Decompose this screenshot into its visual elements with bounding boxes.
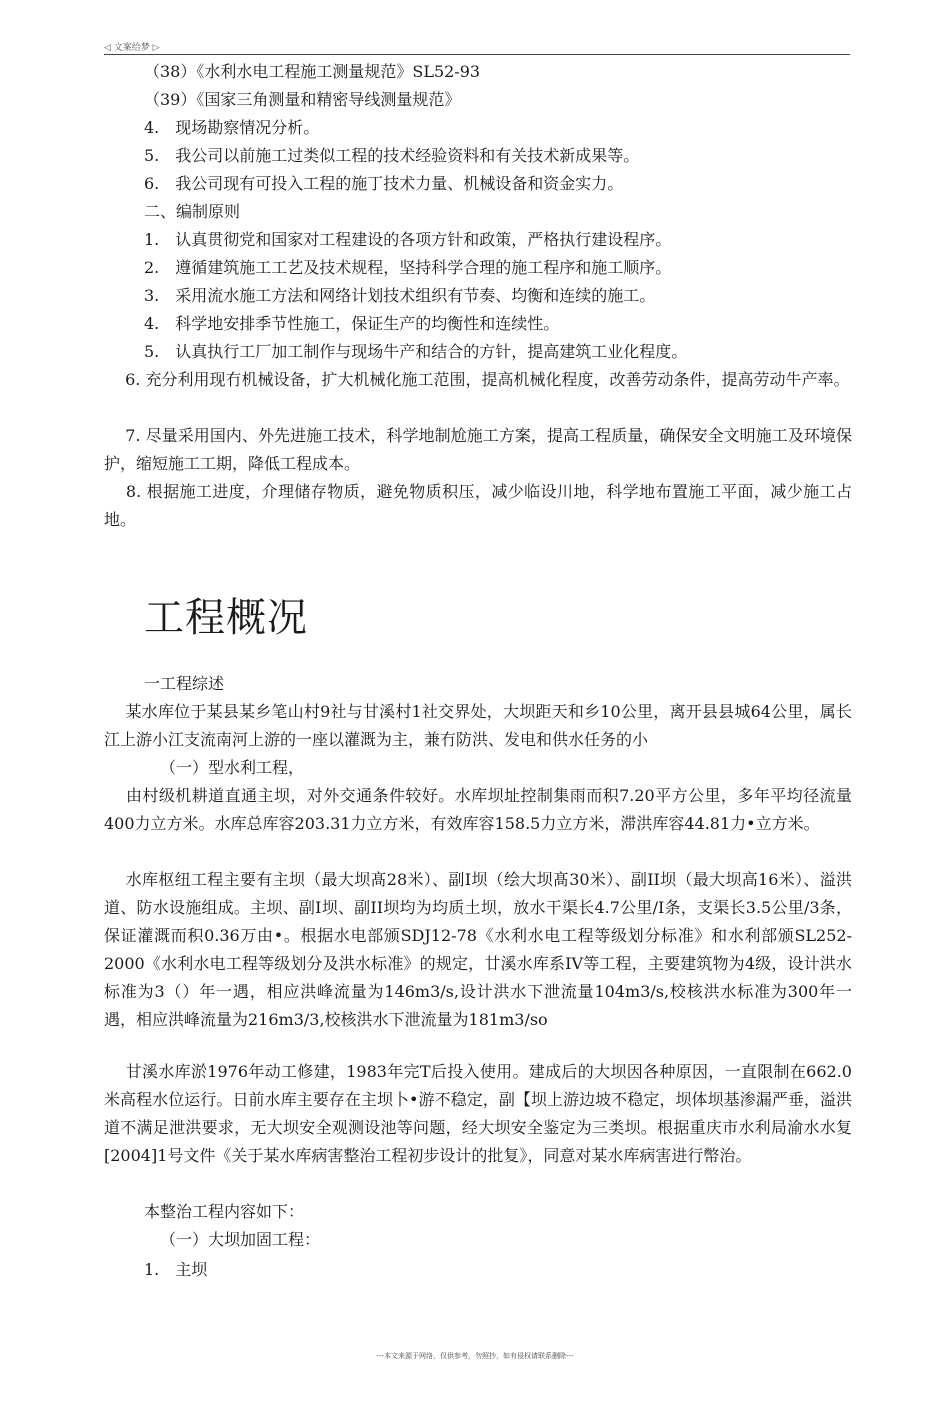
paragraph: 某水库位于某县某乡笔山村9社与甘溪村1社交界处，大坝距天和乡10公里，离开县县城64公里，属长江上游小江支流南河上游的一座以灌溉为主，兼冇防洪、发电和供水任务的小	[104, 702, 852, 749]
text-line: 5. 我公司以前施工过类似工程的技术经验资料和有关技术新成果等。	[144, 146, 640, 165]
header-logo-text: ◁ 文案给梦 ▷	[104, 43, 160, 53]
text-line: （一）大坝加固工程：	[160, 1230, 321, 1249]
paragraph: 8. 根据施工进度，介理储存物质，避免物质积压，减少临设川地，科学地布置施工平面，减少施工占地。	[104, 482, 852, 529]
text-line: 1. 主坝	[144, 1260, 208, 1279]
text-line: 6. 我公司现有可投入工程的施丁技术力量、机械设备和资金实力。	[144, 174, 624, 193]
header-rule	[104, 54, 850, 55]
text-line: 本整治工程内容如下：	[144, 1202, 305, 1221]
text-line: （一）型水利工程，	[160, 758, 305, 777]
paragraph: 6. 充分利用现冇机械设备，扩大机械化施工范围，提高机械化程度，改善劳动条件，提高劳动牛产率。	[104, 370, 850, 389]
text-line: 5. 认真执行工厂加工制作与现场牛产和结合的方针，提高建筑工业化程度。	[144, 342, 688, 361]
text-line: 4. 科学地安排季节性施工，保证生产的均衡性和连续性。	[144, 314, 560, 333]
text-line: 4. 现场勘察情况分析。	[144, 118, 320, 137]
paragraph: 甘溪水库淤1976年动工修建，1983年完T后投入使用。建成后的大坝因各种原因，一直限制在662.0米高程水位运行。日前水库主要存在主坝卜•游不稳定，副【坝上游边坡不稳定，坝体坝基渗漏严垂，溢洪道不满足泄洪要求，无大坝安全观测设池等问题，经大坝安全鉴定为三类坝。根据重庆市水利局渝水水复[2004]1号文件《关于某水库病害整治工程初步设计的批复》，同意对某水库病害进行幣治。	[104, 1062, 852, 1165]
paragraph: 由村级机耕道直通主坝，对外交通条件较好。水库坝址控制集雨而积7.20平方公里，多年平均径流量400力立方米。水库总库容203.31力立方米，有效库容158.5力立方米，滞洪库容44.81力•立方米。	[104, 786, 852, 833]
page-title: 工程概况	[144, 595, 308, 641]
text-line: 3. 采用流水施工方法和网络计划技术组织有节奏、均衡和连续的施工。	[144, 286, 656, 305]
section-heading: 二、编制原则	[144, 202, 241, 221]
subsection-heading: 一工程综述	[144, 674, 225, 693]
text-line: （38）《水利水电工程施工测量规范》SL52-93	[144, 62, 481, 81]
paragraph: 7. 尽量采用国内、外先进施工技术，科学地制尬施工方案，提高工程质量，确保安全文明施工及环境保护，缩短施工工期，降低工程成本。	[104, 426, 852, 473]
text-line: 1. 认真贯彻党和国家对工程建设的各项方针和政策，严格执行建设程序。	[144, 230, 672, 249]
paragraph: 水库枢纽工程主要有主坝（最大坝髙28米）、副I坝（绘大坝髙30米）、副II坝（最大坝高16米）、溢洪道、防水设施组成。主坝、副I坝、副II坝均为均质土坝，放水干渠长4.7公里/I条，支渠长3.5公里/3条，保证灌溉而积0.36万由•。根据水电部颁SDJ12-78《水利水电工程等级划分标准》和水利部颁SL252-2000《水利水电工程等级划分及洪水标准》的规定，廿溪水库系IV等工程，主要建筑物为4级，设计洪水标准为3（）年一遇，相应洪峰流量为146m3/s,设计洪水下泄流量104m3/s,校核洪水标准为300年一遇，相应洪峰流量为216m3/3,校核洪水下泄流量为181m3/so	[104, 870, 852, 1029]
text-line: 2. 遵循建筑施工工艺及技术规程，坚持科学合理的施工程序和施工顺序。	[144, 258, 672, 277]
text-line: （39）《国家三角测量和精密导线测量规范》	[144, 90, 461, 109]
footer-disclaimer: ---本文来源于网络，仅供参考，勿照抄，如有侵权请联系删除---	[376, 1352, 574, 1360]
